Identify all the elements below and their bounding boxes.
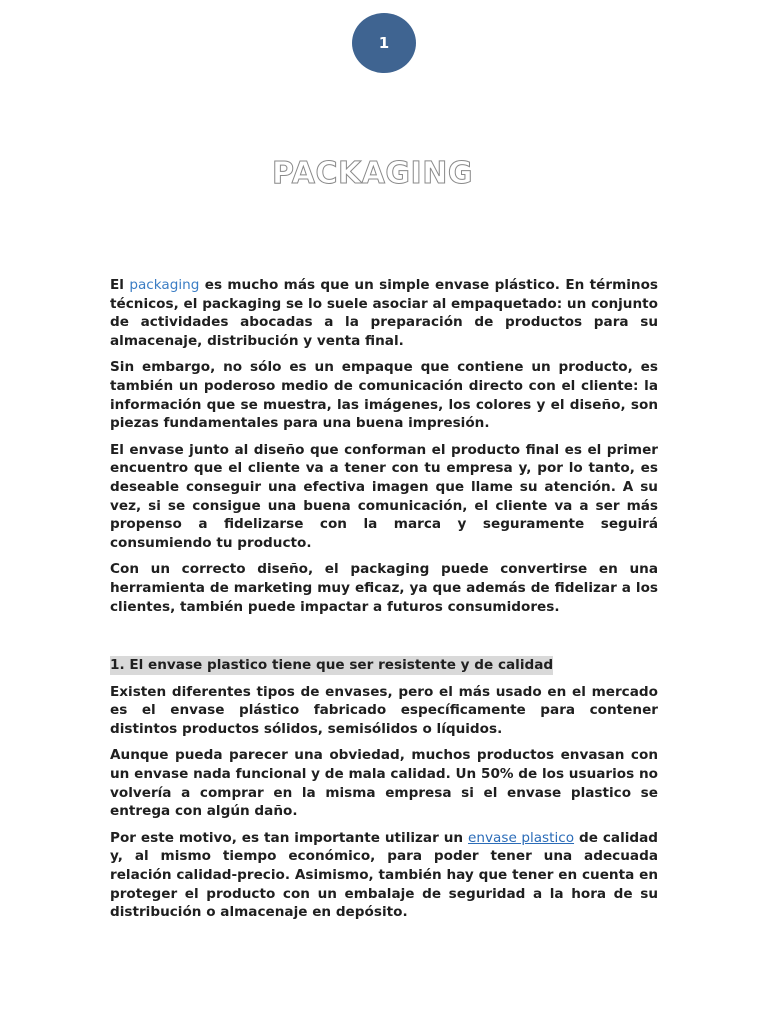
section-1-paragraph-2: Aunque pueda parecer una obviedad, muchos productos envasan con un envase nada funcional y de mala calidad. Un 50% de los usuarios no volvería a comprar en la misma empresa si el envase plastico se entrega con algún daño. bbox=[110, 747, 658, 820]
intro-paragraph-1 bbox=[110, 276, 658, 350]
section-1-heading: 1. El envase plastico tiene que ser resistente y de calidad bbox=[110, 657, 554, 674]
intro-p1-rest: es mucho más que un simple envase plástico. En términos técnicos, el packaging se lo suele asociar al empaquetado: un conjunto de actividades abocadas a la preparación de productos para su almacenaje, distribución y venta final. bbox=[110, 277, 658, 349]
section-1-p3-start: Por este motivo, es tan importante utilizar un bbox=[110, 829, 464, 846]
intro-paragraph-2: Sin embargo, no sólo es un empaque que contiene un producto, es también un poderoso medio de comunicación directo con el cliente: la información que se muestra, las imágenes, los colores y el diseño, son piezas fundamentales para una buena impresión. bbox=[110, 359, 658, 432]
section-1-p3-rest: de calidad y, al mismo tiempo económico, para poder tener una adecuada relación calidad-precio. Asimismo, también hay que tener en cuenta en proteger el producto con un embalaje de seguridad a la hora de su distribución o almacenaje en depósito. bbox=[110, 829, 659, 921]
packaging-link[interactable]: packaging bbox=[129, 277, 200, 293]
page-title: PACKAGING bbox=[272, 156, 473, 191]
section-1-paragraph-1: Existen diferentes tipos de envases, pero el más usado en el mercado es el envase plástico fabricado específicamente para contener distintos productos sólidos, semisólidos o líquidos. bbox=[110, 683, 658, 737]
page-number-badge: 1 bbox=[352, 13, 416, 73]
document-body bbox=[110, 276, 658, 930]
section-1-paragraph-3 bbox=[110, 829, 658, 922]
intro-p1-start: El bbox=[110, 277, 124, 293]
intro-paragraph-3: El envase junto al diseño que conforman el producto final es el primer encuentro que el cliente va a tener con tu empresa y, por lo tanto, es deseable conseguir una efectiva imagen que llame su atención. A su vez, si se consigue una buena comunicación, el cliente va a ser más propenso a fidelizarse con la marca y seguramente seguirá consumiendo tu producto. bbox=[110, 441, 658, 551]
section-1-heading-wrap bbox=[110, 654, 658, 675]
envase-plastico-link[interactable]: envase plastico bbox=[468, 829, 575, 846]
intro-paragraph-4: Con un correcto diseño, el packaging puede convertirse en una herramienta de marketing muy eficaz, ya que además de fidelizar a los clientes, también puede impactar a futuros consumidores. bbox=[110, 561, 658, 615]
